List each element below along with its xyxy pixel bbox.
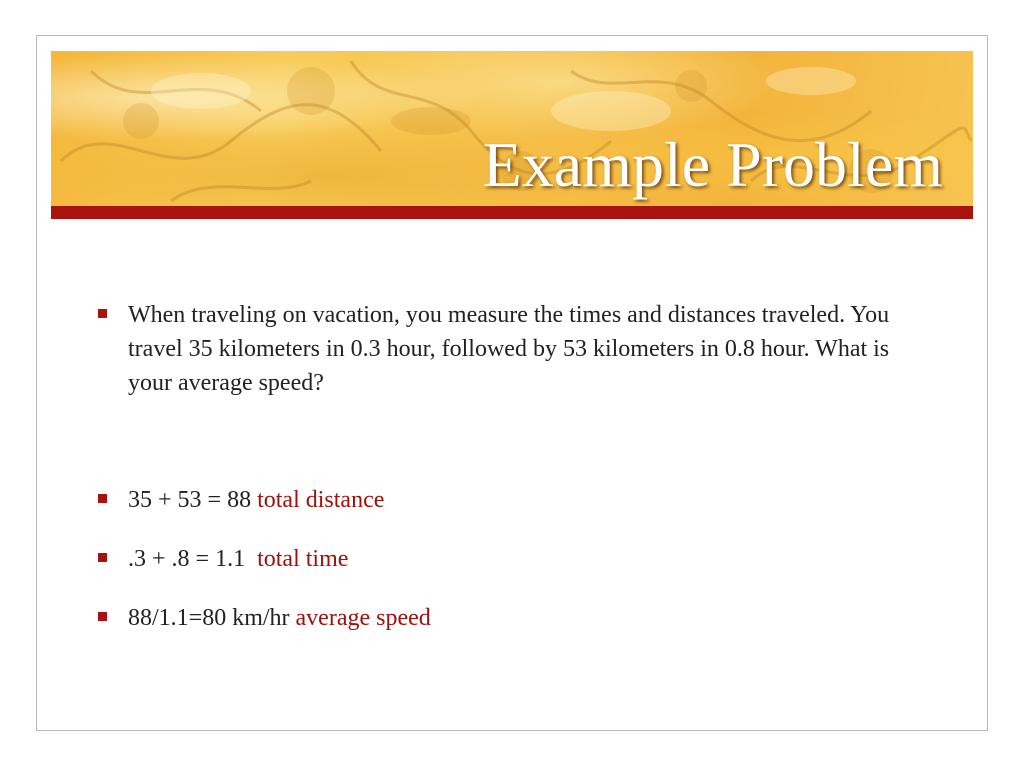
bullet-list bbox=[97, 298, 927, 635]
bullet-highlight: total distance bbox=[257, 487, 385, 513]
square-bullet-icon bbox=[98, 612, 107, 621]
slide bbox=[36, 35, 988, 731]
bullet-highlight: average speed bbox=[295, 605, 431, 631]
slide-title: Example Problem bbox=[482, 129, 943, 200]
bullet-item-problem bbox=[97, 298, 927, 400]
bullet-highlight: total time bbox=[257, 546, 349, 572]
title-divider-stripe bbox=[51, 206, 973, 219]
square-bullet-icon bbox=[98, 553, 107, 562]
bullet-text: .3 + .8 = 1.1 bbox=[128, 546, 258, 572]
bullet-item-time bbox=[97, 542, 927, 576]
bullet-text: 88/1.1=80 km/hr bbox=[128, 605, 296, 631]
square-bullet-icon bbox=[98, 494, 107, 503]
square-bullet-icon bbox=[98, 309, 107, 318]
bullet-text: 35 + 53 = 88 bbox=[128, 487, 258, 513]
bullet-text: When traveling on vacation, you measure the times and distances traveled. You travel 35 kilometers in 0.3 hour, followed by 53 kilometers in 0.8 hour. What is your average speed? bbox=[128, 302, 890, 396]
bullet-item-speed bbox=[97, 601, 927, 635]
bullet-item-distance bbox=[97, 483, 927, 517]
title-banner bbox=[51, 51, 973, 206]
